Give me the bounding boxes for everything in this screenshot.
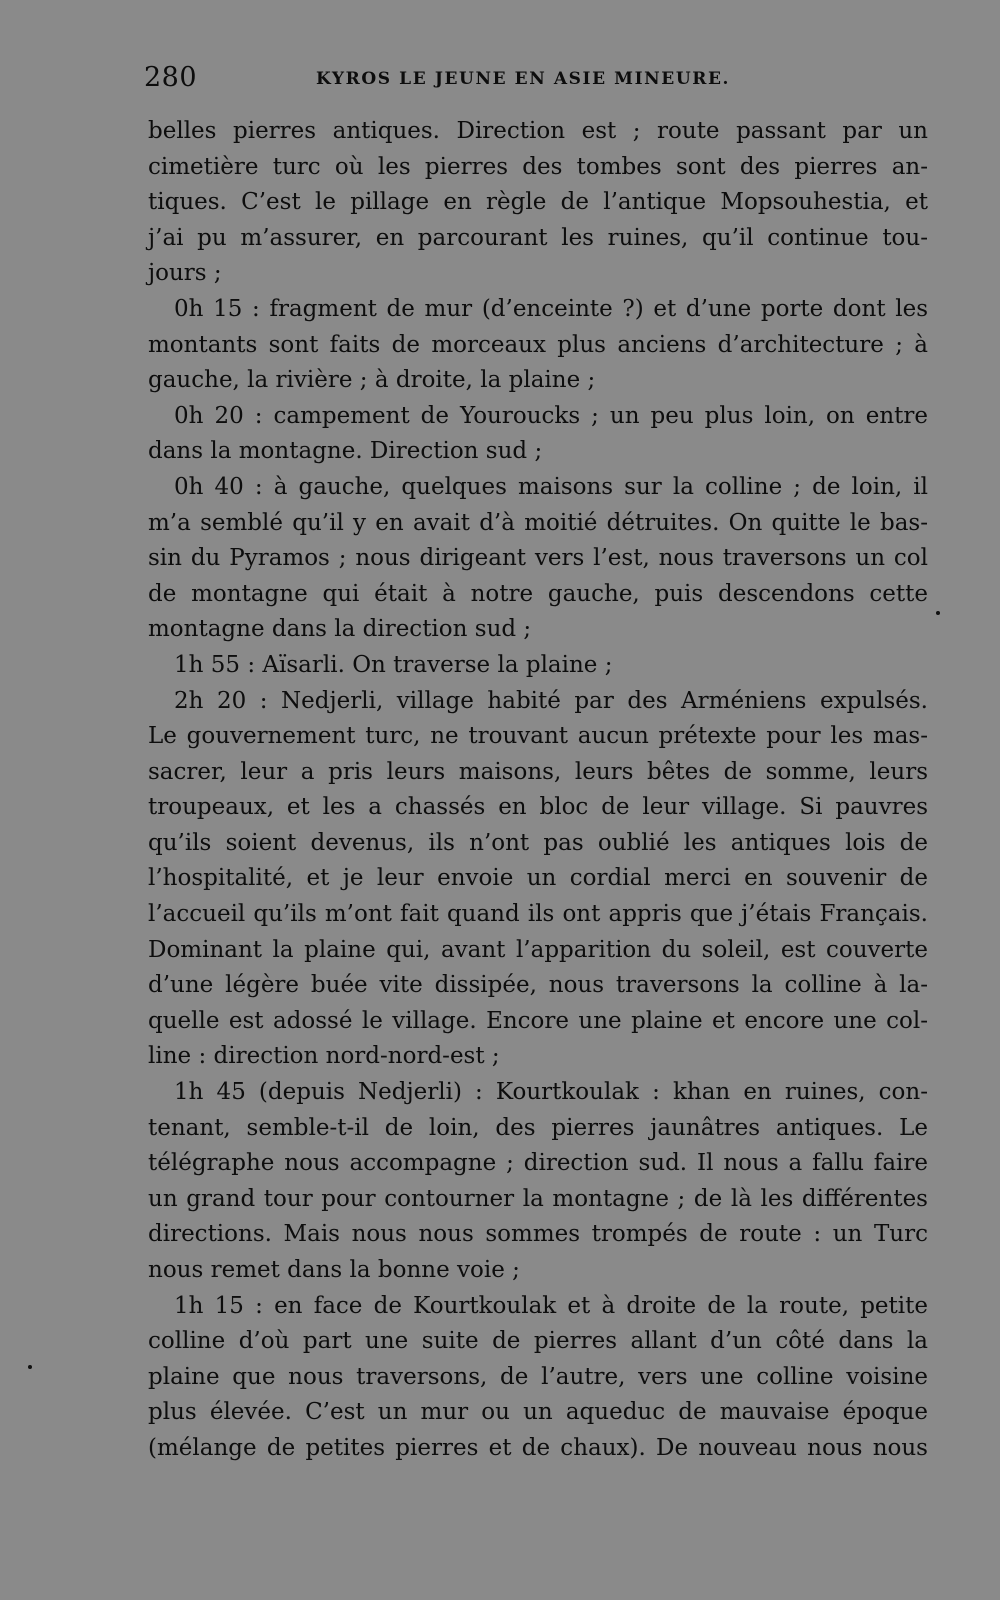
text-line: nous remet dans la bonne voie ; [148, 1257, 520, 1283]
text-line: Le gouvernement turc, ne trouvant aucun prétexte pour les mas- [148, 723, 928, 750]
text-line: m’a semblé qu’il y en avait d’à moitié détruites. On quitte le bas- [148, 509, 928, 536]
text-line: 0h 20 : campement de Youroucks ; un peu plus loin, on entre [174, 402, 928, 429]
text-line: de montagne qui était à notre gauche, puis descendons cette [148, 580, 928, 607]
text-line: qu’ils soient devenus, ils n’ont pas oublié les antiques lois de [148, 829, 928, 856]
body-text [148, 114, 928, 1467]
text-line: jours ; [148, 260, 222, 287]
text-line: Dominant la plaine qui, avant l’apparition du soleil, est couverte [148, 936, 928, 963]
text-line: 0h 15 : fragment de mur (d’enceinte ?) et d’une porte dont les [174, 295, 928, 322]
text-line: j’ai pu m’assurer, en parcourant les ruines, qu’il continue tou- [148, 224, 928, 251]
text-line: quelle est adossé le village. Encore une plaine et encore une col- [148, 1007, 928, 1034]
text-line: montants sont faits de morceaux plus anciens d’architecture ; à [148, 331, 928, 358]
text-line: 1h 15 : en face de Kourtkoulak et à droite de la route, petite [174, 1292, 928, 1319]
text-line: troupeaux, et les a chassés en bloc de leur village. Si pauvres [148, 794, 928, 821]
print-speck [936, 611, 940, 615]
text-line: 2h 20 : Nedjerli, village habité par des Arméniens expulsés. [174, 687, 928, 714]
text-line: tiques. C’est le pillage en règle de l’antique Mopsouhestia, et [148, 189, 928, 216]
text-line: belles pierres antiques. Direction est ; route passant par un [148, 118, 928, 144]
text-line: plaine que nous traversons, de l’autre, vers une colline voisine [148, 1363, 928, 1390]
page-header [144, 62, 932, 102]
running-head: KYROS LE JEUNE EN ASIE MINEURE. [316, 69, 731, 89]
text-line: d’une légère buée vite dissipée, nous traversons la colline à la- [148, 972, 928, 999]
text-line: sin du Pyramos ; nous dirigeant vers l’est, nous traversons un col [148, 545, 928, 572]
text-line: un grand tour pour contourner la montagne ; de là les différentes [148, 1185, 928, 1212]
print-speck [28, 1365, 32, 1369]
text-line: télégraphe nous accompagne ; direction sud. Il nous a fallu faire [148, 1150, 928, 1177]
text-line: l’accueil qu’ils m’ont fait quand ils ont appris que j’étais Français. [148, 901, 928, 928]
text-line: 1h 55 : Aïsarli. On traverse la plaine ; [174, 651, 613, 678]
text-line: sacrer, leur a pris leurs maisons, leurs bêtes de somme, leurs [148, 758, 928, 785]
text-line: line : direction nord-nord-est ; [148, 1043, 500, 1070]
text-line: directions. Mais nous nous sommes trompés de route : un Turc [148, 1221, 928, 1248]
text-line: 0h 40 : à gauche, quelques maisons sur la colline ; de loin, il [174, 473, 928, 500]
text-line: (mélange de petites pierres et de chaux). De nouveau nous nous [148, 1434, 928, 1461]
text-line: tenant, semble-t-il de loin, des pierres jaunâtres antiques. Le [148, 1114, 928, 1141]
text-line: colline d’où part une suite de pierres allant d’un côté dans la [148, 1328, 928, 1355]
text-line: l’hospitalité, et je leur envoie un cordial merci en souvenir de [148, 865, 928, 892]
text-line: gauche, la rivière ; à droite, la plaine ; [148, 367, 596, 394]
text-line: 1h 45 (depuis Nedjerli) : Kourtkoulak : khan en ruines, con- [174, 1079, 928, 1106]
page-number: 280 [144, 62, 198, 93]
text-line: cimetière turc où les pierres des tombes sont des pierres an- [148, 153, 928, 180]
text-line: montagne dans la direction sud ; [148, 616, 532, 643]
text-line: plus élevée. C’est un mur ou un aqueduc de mauvaise époque [148, 1399, 928, 1426]
text-line: dans la montagne. Direction sud ; [148, 438, 543, 465]
